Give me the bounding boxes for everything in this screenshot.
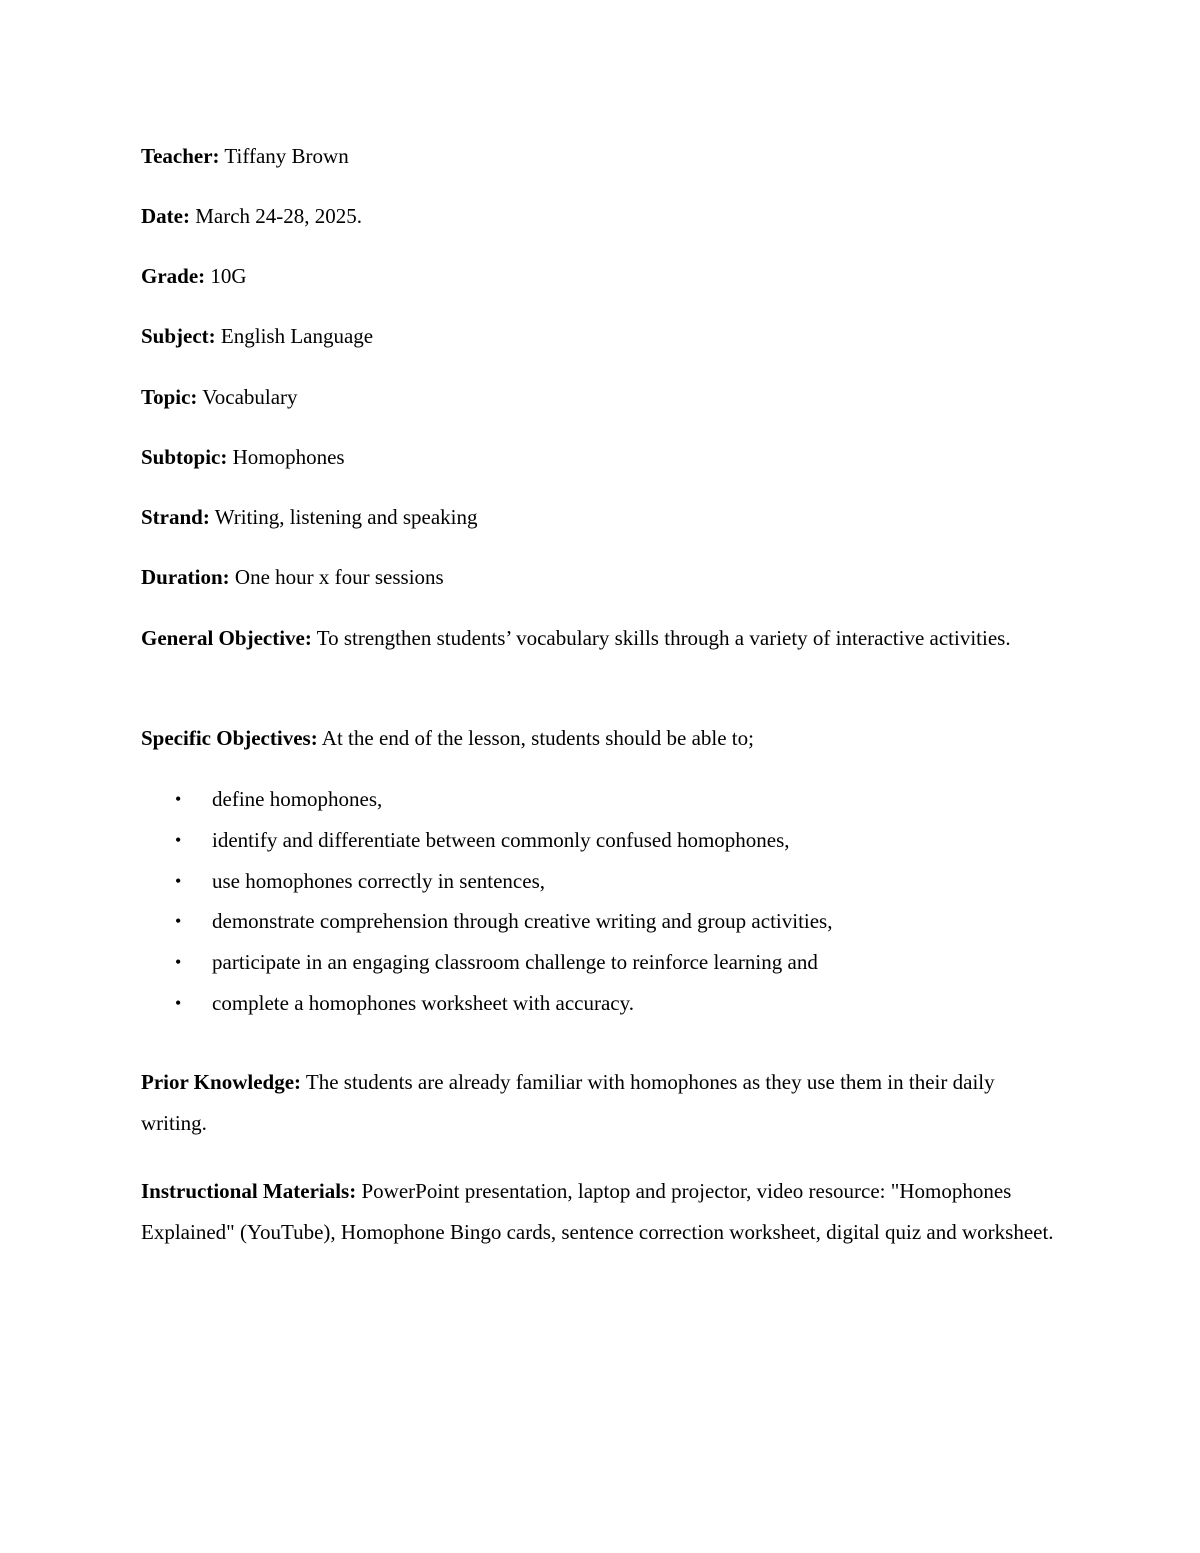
duration-field xyxy=(141,557,444,597)
instructional-materials-field xyxy=(141,1171,1061,1252)
strand-label: Strand: xyxy=(141,505,210,529)
bullet-icon: • xyxy=(175,829,182,850)
date-field xyxy=(141,196,362,236)
list-item xyxy=(141,942,832,983)
specific-objectives-list xyxy=(141,779,832,1024)
subtopic-label: Subtopic: xyxy=(141,445,228,469)
bullet-icon: • xyxy=(175,992,182,1013)
duration-value: One hour x four sessions xyxy=(234,565,444,589)
prior-knowledge-label: Prior Knowledge: xyxy=(141,1070,302,1094)
duration-label: Duration: xyxy=(141,565,230,589)
strand-value: Writing, listening and speaking xyxy=(214,505,478,529)
specific-objectives-field xyxy=(141,718,754,758)
topic-field xyxy=(141,377,298,417)
strand-field xyxy=(141,497,478,537)
list-item-text: use homophones correctly in sentences, xyxy=(212,868,545,893)
general-objective-field xyxy=(141,618,1061,658)
date-label: Date: xyxy=(141,204,190,228)
list-item-text: identify and differentiate between commonly confused homophones, xyxy=(212,827,790,852)
general-objective-value: To strengthen students’ vocabulary skills through a variety of interactive activities. xyxy=(316,626,1011,650)
list-item xyxy=(141,820,832,861)
list-item-text: participate in an engaging classroom challenge to reinforce learning and xyxy=(212,950,818,975)
instructional-materials-value: PowerPoint presentation, laptop and projector, video resource: "Homophones Explained" (YouTube), Homophone Bingo cards, sentence correction worksheet, digital quiz and worksheet. xyxy=(141,1179,1054,1244)
instructional-materials-label: Instructional Materials: xyxy=(141,1179,357,1203)
list-item-text: define homophones, xyxy=(212,787,383,811)
list-item-text: complete a homophones worksheet with accuracy. xyxy=(212,990,634,1015)
list-item-text: demonstrate comprehension through creative writing and group activities, xyxy=(212,909,833,934)
subtopic-field xyxy=(141,437,345,477)
prior-knowledge-value: The students are already familiar with homophones as they use them in their daily writing. xyxy=(141,1070,995,1135)
subtopic-value: Homophones xyxy=(232,445,345,469)
subject-value: English Language xyxy=(220,324,374,348)
general-objective-label: General Objective: xyxy=(141,626,312,650)
topic-value: Vocabulary xyxy=(202,385,298,409)
subject-field xyxy=(141,316,373,356)
list-item xyxy=(141,779,832,820)
teacher-field xyxy=(141,136,349,176)
subject-label: Subject: xyxy=(141,324,216,348)
specific-objectives-label: Specific Objectives: xyxy=(141,726,318,750)
date-value: March 24-28, 2025. xyxy=(195,204,363,228)
specific-objectives-value: At the end of the lesson, students should be able to; xyxy=(321,726,754,750)
list-item xyxy=(141,983,832,1024)
list-item xyxy=(141,861,832,902)
teacher-value: Tiffany Brown xyxy=(224,144,349,168)
grade-label: Grade: xyxy=(141,264,206,288)
grade-field xyxy=(141,256,247,296)
topic-label: Topic: xyxy=(141,385,198,409)
list-item xyxy=(141,901,832,942)
bullet-icon: • xyxy=(175,870,182,891)
bullet-icon: • xyxy=(175,952,182,973)
teacher-label: Teacher: xyxy=(141,144,220,168)
bullet-icon: • xyxy=(175,911,182,932)
grade-value: 10G xyxy=(210,264,247,288)
prior-knowledge-field xyxy=(141,1062,1061,1144)
bullet-icon: • xyxy=(175,789,182,809)
